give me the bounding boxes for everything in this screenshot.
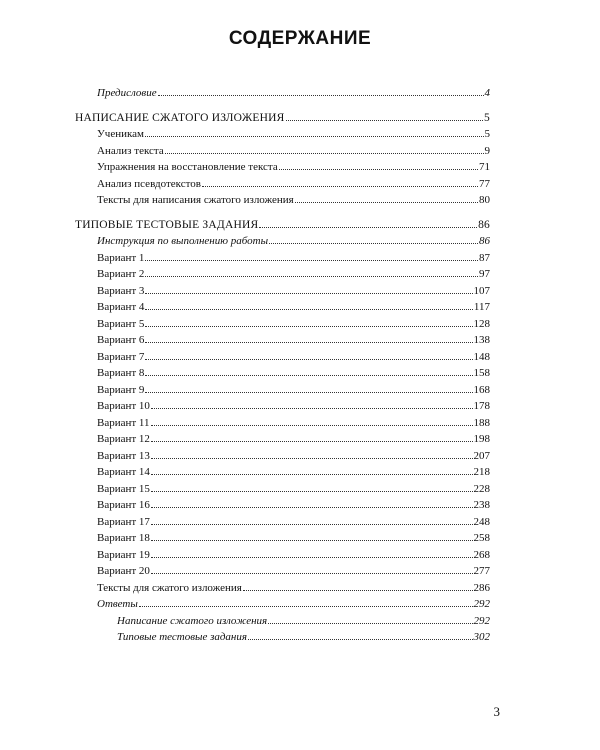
toc-entry[interactable]: [97, 160, 490, 175]
toc-entry-page: 80: [479, 194, 490, 206]
toc-entry-label: Вариант 8: [97, 367, 145, 379]
toc-entry[interactable]: [117, 630, 490, 645]
toc-entry-label: Вариант 18: [97, 532, 150, 544]
toc-entry[interactable]: [97, 482, 490, 497]
dot-leader: [151, 515, 473, 525]
toc-entry-page: 87: [479, 251, 490, 264]
toc-entry-label: Вариант 5: [97, 317, 145, 330]
toc-entry[interactable]: [97, 564, 490, 579]
toc-entry-label: Вариант 7: [97, 350, 145, 363]
dot-leader: [286, 111, 484, 121]
toc-entry[interactable]: [97, 399, 490, 414]
toc-entry-page: 238: [473, 499, 490, 511]
toc-entry-label: НАПИСАНИЕ СЖАТОГО ИЗЛОЖЕНИЯ: [75, 111, 285, 124]
toc-entry[interactable]: [97, 177, 490, 192]
toc-entry-label: Анализ текста: [97, 144, 164, 157]
toc-entry-page: 207: [473, 449, 490, 462]
toc-entry-page: 292: [473, 614, 490, 627]
toc-entry-label: Ученикам: [97, 128, 144, 140]
toc-entry-label: Вариант 14: [97, 466, 150, 478]
toc-entry[interactable]: [97, 449, 490, 464]
toc-entry[interactable]: [97, 383, 490, 398]
toc-entry-page: 97: [479, 268, 490, 280]
dot-leader: [202, 177, 478, 187]
toc-entry[interactable]: [97, 531, 490, 546]
toc-entry[interactable]: [97, 515, 490, 530]
toc-entry-label: ТИПОВЫЕ ТЕСТОВЫЕ ЗАДАНИЯ: [75, 218, 259, 231]
toc-entry-page: 178: [473, 400, 490, 412]
toc-entry-label: Вариант 17: [97, 515, 150, 528]
toc-entry[interactable]: [97, 251, 490, 266]
toc-entry-page: 86: [479, 235, 490, 247]
toc-entry[interactable]: [75, 111, 490, 126]
toc-entry[interactable]: [117, 614, 490, 629]
toc-entry-label: Вариант 20: [97, 565, 150, 577]
toc-entry-label: Вариант 13: [97, 449, 150, 462]
dot-leader: [151, 449, 473, 459]
toc-entry[interactable]: [97, 333, 490, 348]
toc-entry[interactable]: [97, 366, 490, 381]
toc-entry[interactable]: [97, 127, 490, 142]
dot-leader: [151, 399, 473, 409]
toc-entry-page: 77: [479, 177, 490, 190]
dot-leader: [145, 333, 472, 343]
toc-entry-page: 5: [484, 128, 490, 140]
toc-entry-page: 117: [473, 301, 490, 313]
dot-leader: [145, 251, 478, 261]
toc-entry-label: Вариант 11: [97, 416, 150, 429]
toc-entry-page: 277: [473, 565, 490, 577]
toc-entry-page: 86: [478, 218, 490, 231]
toc-entry[interactable]: [97, 416, 490, 431]
toc-entry-label: Написание сжатого изложения: [117, 614, 268, 627]
dot-leader: [145, 267, 478, 277]
toc-entry-page: 292: [473, 598, 490, 610]
toc-entry-label: Типовые тестовые задания: [117, 631, 248, 643]
dot-leader: [145, 350, 472, 360]
toc-entry-label: Вариант 2: [97, 268, 145, 280]
toc-entry-page: 198: [473, 433, 490, 445]
toc-entry-label: Вариант 6: [97, 334, 145, 346]
toc-entry[interactable]: [97, 317, 490, 332]
dot-leader: [145, 317, 472, 327]
toc-entry-page: 228: [473, 482, 490, 495]
toc-entry[interactable]: [97, 350, 490, 365]
toc-entry[interactable]: [97, 86, 490, 101]
toc-entry-page: 168: [473, 383, 490, 396]
dot-leader: [259, 218, 477, 228]
toc-entry[interactable]: [97, 234, 490, 249]
toc-entry-page: 302: [473, 631, 490, 643]
toc-entry[interactable]: [97, 144, 490, 159]
toc-entry-page: 258: [473, 532, 490, 544]
toc-entry-label: Тексты для написания сжатого изложения: [97, 194, 294, 206]
dot-leader: [165, 144, 484, 154]
toc-entry-page: 128: [473, 317, 490, 330]
toc-entry-label: Вариант 9: [97, 383, 145, 396]
toc-entry[interactable]: [97, 284, 490, 299]
toc-entry-label: Предисловие: [97, 87, 157, 99]
dot-leader: [269, 234, 478, 244]
toc-entry-label: Тексты для сжатого изложения: [97, 581, 242, 594]
toc-entry-page: 4: [484, 87, 490, 99]
dot-leader: [145, 127, 484, 137]
toc-entry-label: Вариант 3: [97, 284, 145, 297]
toc-entry-page: 248: [473, 515, 490, 528]
toc-entry-page: 9: [484, 144, 490, 157]
toc-entry-page: 5: [484, 111, 490, 124]
toc-entry[interactable]: [97, 300, 490, 315]
dot-leader: [151, 564, 473, 574]
dot-leader: [145, 284, 472, 294]
toc-entry[interactable]: [97, 432, 490, 447]
toc-entry-page: 286: [473, 581, 490, 594]
toc-entry-label: Вариант 12: [97, 433, 150, 445]
toc-entry-page: 148: [473, 350, 490, 363]
toc-entry[interactable]: [97, 548, 490, 563]
toc-entry-label: Вариант 4: [97, 301, 145, 313]
toc-entry-page: 268: [473, 548, 490, 561]
dot-leader: [248, 630, 472, 640]
toc-entry[interactable]: [97, 465, 490, 480]
toc-entry-page: 107: [473, 284, 490, 297]
dot-leader: [295, 193, 478, 203]
toc-entry-page: 218: [473, 466, 490, 478]
dot-leader: [151, 498, 473, 508]
dot-leader: [151, 416, 473, 426]
dot-leader: [145, 300, 472, 310]
dot-leader: [243, 581, 473, 591]
toc-entry-page: 71: [479, 161, 490, 173]
toc-entry-label: Вариант 1: [97, 251, 145, 264]
toc-entry[interactable]: [97, 498, 490, 513]
dot-leader: [268, 614, 472, 624]
toc-entry-label: Вариант 15: [97, 482, 150, 495]
dot-leader: [151, 465, 473, 475]
toc-entry-page: 188: [473, 416, 490, 429]
dot-leader: [151, 432, 473, 442]
toc-entry-label: Инструкция по выполнению работы: [97, 235, 269, 247]
dot-leader: [158, 86, 484, 96]
toc-entry[interactable]: [97, 193, 490, 208]
toc-entry[interactable]: [97, 597, 490, 612]
dot-leader: [151, 548, 473, 558]
toc-entry-label: Вариант 10: [97, 400, 150, 412]
toc-entry-label: Вариант 16: [97, 499, 150, 511]
dot-leader: [151, 531, 473, 541]
dot-leader: [151, 482, 473, 492]
toc-entry[interactable]: [97, 581, 490, 596]
dot-leader: [139, 597, 473, 607]
toc-entry-label: Анализ псевдотекстов: [97, 177, 201, 190]
dot-leader: [145, 366, 472, 376]
toc-entry-page: 138: [473, 334, 490, 346]
toc-entry-label: Вариант 19: [97, 548, 150, 561]
dot-leader: [279, 160, 478, 170]
page-number: 3: [493, 704, 500, 719]
dot-leader: [145, 383, 472, 393]
toc-entry-label: Ответы: [97, 598, 138, 610]
toc-entry[interactable]: [75, 218, 490, 233]
toc-entry[interactable]: [97, 267, 490, 282]
toc-entry-page: 158: [473, 367, 490, 379]
page-title: СОДЕРЖАНИЕ: [228, 28, 372, 49]
toc-entry-label: Упражнения на восстановление текста: [97, 161, 278, 173]
